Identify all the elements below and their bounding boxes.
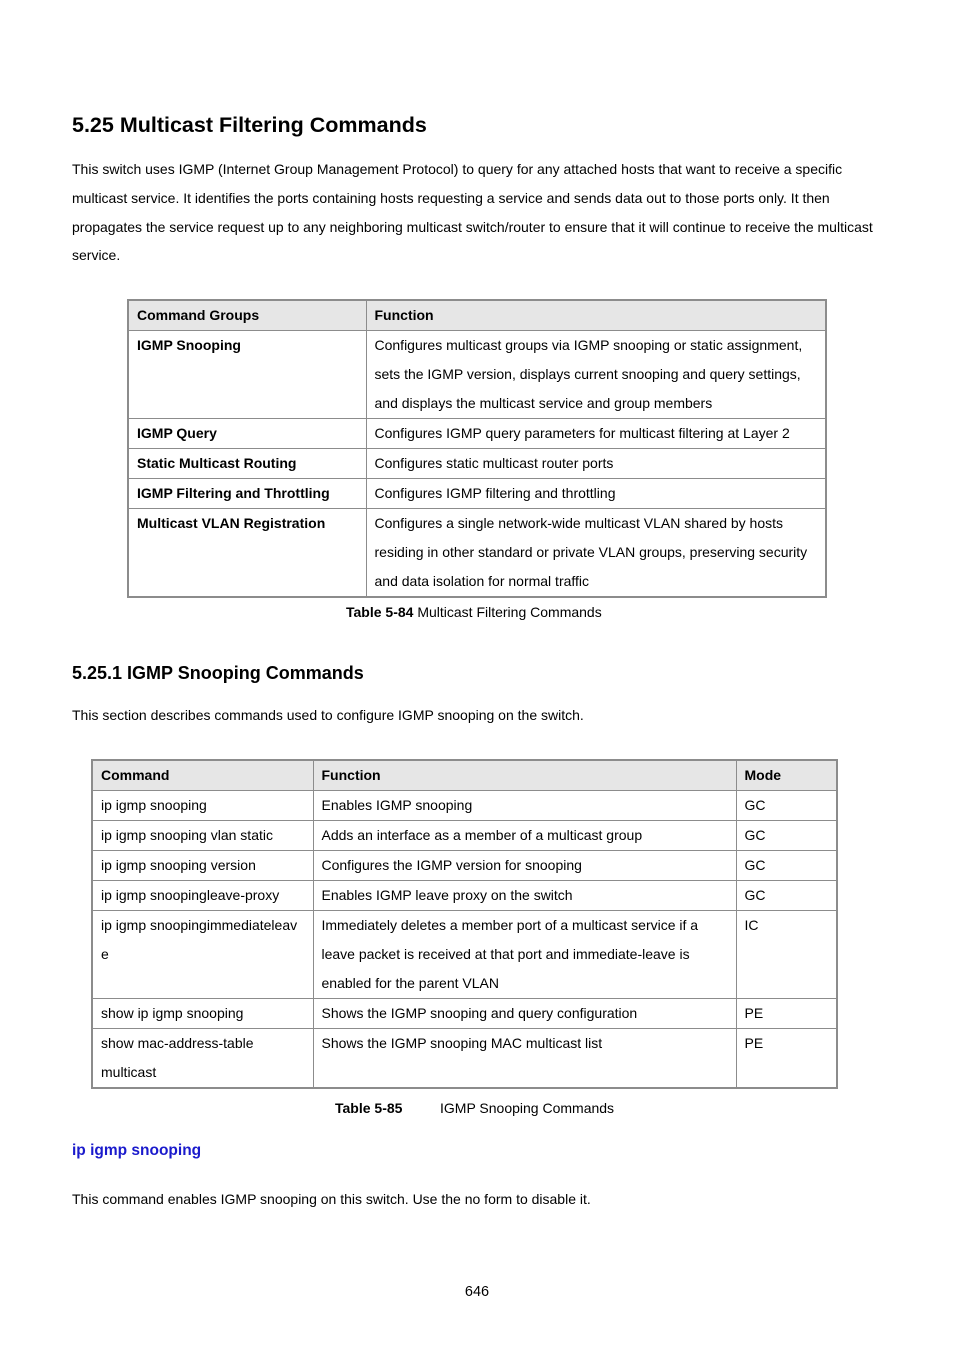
command-cell: show ip igmp snooping — [92, 999, 313, 1029]
page-number: 646 — [464, 1284, 490, 1300]
function-cell: Configures IGMP filtering and throttling — [366, 479, 826, 509]
igmp-snooping-commands-table — [91, 759, 838, 1089]
command-cell: ip igmp snooping — [92, 791, 313, 821]
command-groups-table — [127, 299, 827, 598]
function-cell: Configures IGMP query parameters for multicast filtering at Layer 2 — [366, 419, 826, 449]
table-caption-text: IGMP Snooping Commands — [440, 1100, 615, 1116]
command-group-cell: Multicast VLAN Registration — [128, 509, 366, 598]
command-description: This command enables IGMP snooping on this switch. Use the no form to disable it. — [72, 1191, 591, 1207]
table-caption — [346, 602, 602, 622]
column-header: Function — [366, 300, 826, 331]
table-caption-label: Table 5-84 — [346, 604, 414, 620]
function-cell: Enables IGMP snooping — [313, 791, 736, 821]
table-row — [128, 509, 826, 598]
table-row — [92, 881, 837, 911]
function-cell: Configures static multicast router ports — [366, 449, 826, 479]
command-text: ip igmp snoopingimmediateleave — [101, 917, 298, 962]
command-group-cell: Static Multicast Routing — [128, 449, 366, 479]
command-cell: ip igmp snooping version — [92, 851, 313, 881]
command-group-cell: IGMP Snooping — [128, 331, 366, 419]
mode-cell: GC — [736, 881, 837, 911]
function-cell: Shows the IGMP snooping MAC multicast list — [313, 1029, 736, 1089]
table-row — [92, 821, 837, 851]
command-cell: show mac-address-table multicast — [92, 1029, 313, 1089]
table-row — [128, 449, 826, 479]
table-row — [92, 851, 837, 881]
function-cell: Configures the IGMP version for snooping — [313, 851, 736, 881]
table-row — [92, 911, 837, 999]
command-group-cell: IGMP Filtering and Throttling — [128, 479, 366, 509]
column-header: Function — [313, 760, 736, 791]
function-cell: Shows the IGMP snooping and query configuration — [313, 999, 736, 1029]
table-row — [92, 1029, 837, 1089]
subsection-description: This section describes commands used to configure IGMP snooping on the switch. — [72, 707, 584, 723]
table-row — [92, 999, 837, 1029]
table-row — [92, 791, 837, 821]
section-intro: This switch uses IGMP (Internet Group Management Protocol) to query for any attached hosts that want to receive a specific multicast service. It identifies the ports containing hosts requesting a service and sends data out to those ports only. It then propagates the service request up to any neighboring multicast switch/router to ensure that it will continue to receive the multicast service. — [72, 161, 873, 264]
section-title: 5.25 Multicast Filtering Commands — [72, 113, 427, 137]
table-row — [128, 331, 826, 419]
mode-cell: PE — [736, 999, 837, 1029]
mode-cell: IC — [736, 911, 837, 999]
table-header-row — [128, 300, 826, 331]
function-cell: Enables IGMP leave proxy on the switch — [313, 881, 736, 911]
mode-cell: GC — [736, 851, 837, 881]
mode-cell: GC — [736, 791, 837, 821]
function-cell: Configures multicast groups via IGMP snooping or static assignment, sets the IGMP version, displays current snooping and query settings, and displays the multicast service and group members — [366, 331, 826, 419]
table-caption — [335, 1098, 614, 1118]
table-caption-text: Multicast Filtering Commands — [413, 604, 602, 620]
mode-cell: PE — [736, 1029, 837, 1089]
command-group-cell: IGMP Query — [128, 419, 366, 449]
column-header: Mode — [736, 760, 837, 791]
function-cell: Adds an interface as a member of a multicast group — [313, 821, 736, 851]
command-cell — [92, 911, 313, 999]
table-caption-label: Table 5-85 — [335, 1100, 403, 1116]
subsection-title: 5.25.1 IGMP Snooping Commands — [72, 663, 364, 683]
column-header: Command — [92, 760, 313, 791]
column-header: Command Groups — [128, 300, 366, 331]
command-cell: ip igmp snooping vlan static — [92, 821, 313, 851]
table-row — [128, 419, 826, 449]
table-row — [128, 479, 826, 509]
table-header-row — [92, 760, 837, 791]
function-cell: Immediately deletes a member port of a multicast service if a leave packet is received at that port and immediate-leave is enabled for the parent VLAN — [313, 911, 736, 999]
command-heading: ip igmp snooping — [72, 1142, 202, 1159]
command-cell: ip igmp snoopingleave-proxy — [92, 881, 313, 911]
mode-cell: GC — [736, 821, 837, 851]
function-cell: Configures a single network-wide multicast VLAN shared by hosts residing in other standard or private VLAN groups, preserving security and data isolation for normal traffic — [366, 509, 826, 598]
